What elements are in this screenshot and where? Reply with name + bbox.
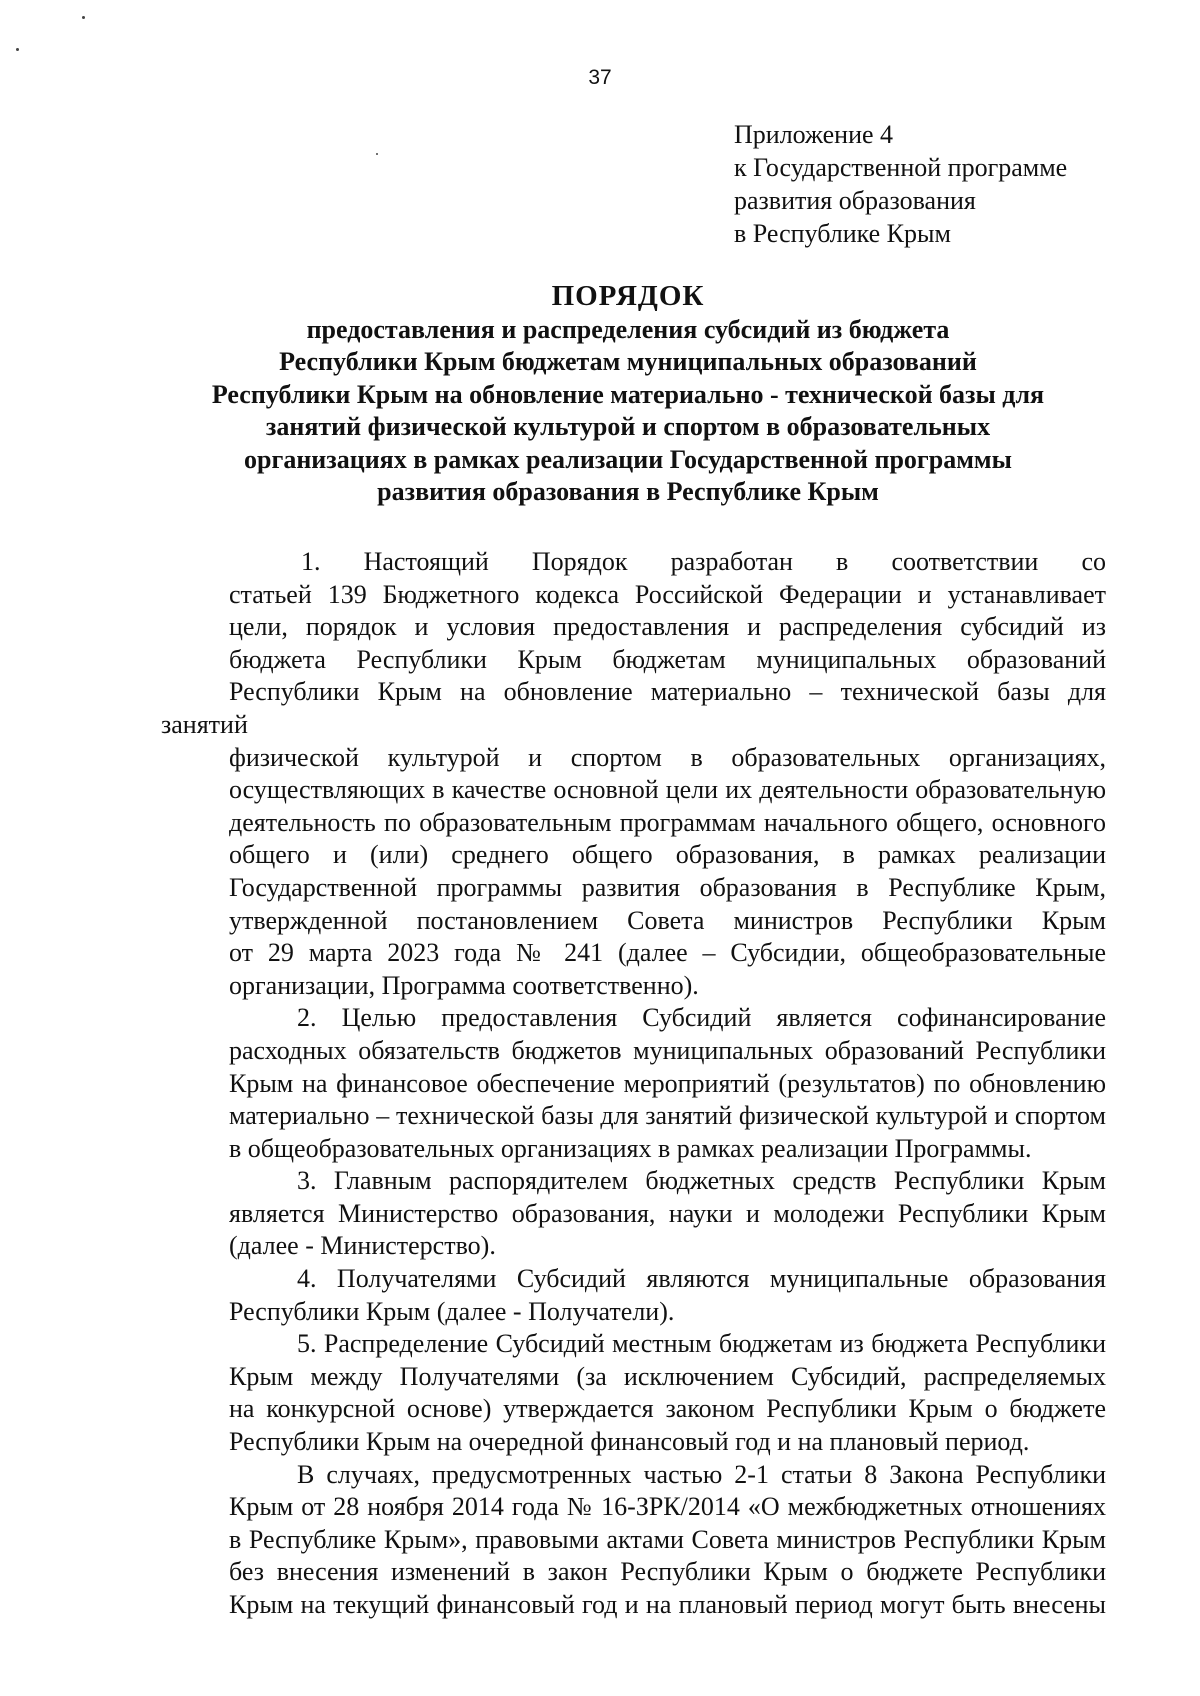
text-line: деятельность по образовательным программам начального общего, основного (229, 807, 1106, 837)
text-line: физической культурой и спортом в образовательных организациях, (229, 742, 1106, 772)
document-subtitle-line: предоставления и распределения субсидий из бюджета (306, 315, 950, 344)
text-line: в общеобразовательных организациях в рамках реализации Программы. (229, 1133, 1032, 1163)
text-line: от 29 марта 2023 года № 241 (далее – Субсидии, общеобразовательные (229, 938, 1106, 968)
paragraph-2 (161, 1002, 1106, 1165)
text-line: общего и (или) среднего общего образования, в рамках реализации (229, 840, 1106, 870)
text-line: Государственной программы развития образования в Республике Крым, (229, 872, 1106, 902)
text-line: бюджета Республики Крым бюджетам муниципальных образований (229, 644, 1106, 674)
text-line: Крым на текущий финансовый год и на плановый период могут быть внесены (229, 1590, 1106, 1619)
text-line: Крым на финансовое обеспечение мероприятий (результатов) по обновлению (229, 1068, 1106, 1098)
document-subtitle-line: занятий физической культурой и спортом в образовательных (265, 412, 991, 442)
text-line: 2. Целью предоставления Субсидий является софинансирование (297, 1003, 1106, 1033)
text-line: материально – технической базы для занятий физической культурой и спортом (229, 1101, 1106, 1131)
text-line: статьей 139 Бюджетного кодекса Российской Федерации и устанавливает (229, 579, 1106, 609)
document-subtitle-line: Республики Крым бюджетам муниципальных образований (279, 347, 977, 377)
appendix-line: к Государственной программе (734, 153, 1068, 182)
text-line: Республики Крым на обновление материально – технической базы для занятий (161, 677, 1106, 739)
text-line: 5. Распределение Субсидий местным бюджетам из бюджета Республики (297, 1329, 1106, 1359)
paragraph-1 (161, 546, 1106, 1002)
text-line: Республики Крым на очередной финансовый год и на плановый период. (229, 1427, 1030, 1457)
text-line: утвержденной постановлением Совета министров Республики Крым (229, 905, 1106, 935)
paragraph-5 (161, 1328, 1106, 1458)
text-line: 1. Настоящий Порядок разработан в соответствии со (301, 547, 1106, 576)
scan-speck (16, 48, 19, 51)
paragraph-6 (161, 1459, 1106, 1622)
text-line: Республики Крым (далее - Получатели). (229, 1296, 675, 1326)
text-line: (далее - Министерство). (229, 1231, 496, 1261)
document-subtitle-line: организациях в рамках реализации Государственной программы (244, 444, 1012, 474)
text-line: без внесения изменений в закон Республики Крым о бюджете Республики (229, 1557, 1106, 1587)
document-heading (150, 278, 1106, 508)
text-line: Крым от 28 ноября 2014 года № 16-ЗРК/2014 «О межбюджетных отношениях (229, 1492, 1106, 1522)
text-line: осуществляющих в качестве основной цели их деятельности образовательную (229, 775, 1106, 805)
appendix-line: Приложение 4 (734, 120, 894, 149)
text-line: цели, порядок и условия предоставления и распределения субсидий из (229, 612, 1106, 642)
scan-speck (82, 16, 85, 19)
appendix-reference (734, 118, 1067, 250)
text-line: организации, Программа соответственно). (229, 970, 699, 1000)
document-subtitle-line: развития образования в Республике Крым (377, 477, 879, 507)
text-line: 3. Главным распорядителем бюджетных средств Республики Крым (297, 1166, 1106, 1196)
scan-speck (376, 153, 378, 155)
paragraph-4 (161, 1263, 1106, 1328)
text-line: Крым между Получателями (за исключением Субсидий, распределяемых (229, 1361, 1106, 1391)
document-title: ПОРЯДОК (551, 280, 705, 312)
appendix-line: развития образования (734, 186, 976, 215)
document-subtitle-line: Республики Крым на обновление материально - технической базы для (211, 379, 1045, 409)
appendix-line: в Республике Крым (734, 219, 951, 248)
text-line: расходных обязательств бюджетов муниципальных образований Республики (229, 1035, 1106, 1065)
paragraph-3 (161, 1165, 1106, 1263)
text-line: 4. Получателями Субсидий являются муниципальные образования (297, 1264, 1106, 1294)
text-line: является Министерство образования, науки и молодежи Республики Крым (229, 1198, 1106, 1228)
text-line: в Республике Крым», правовыми актами Совета министров Республики Крым (229, 1524, 1106, 1554)
text-line: на конкурсной основе) утверждается законом Республики Крым о бюджете (229, 1394, 1106, 1424)
text-line: В случаях, предусмотренных частью 2-1 статьи 8 Закона Республики (297, 1459, 1106, 1489)
page-number: 37 (588, 66, 612, 89)
document-body (161, 546, 1106, 1622)
